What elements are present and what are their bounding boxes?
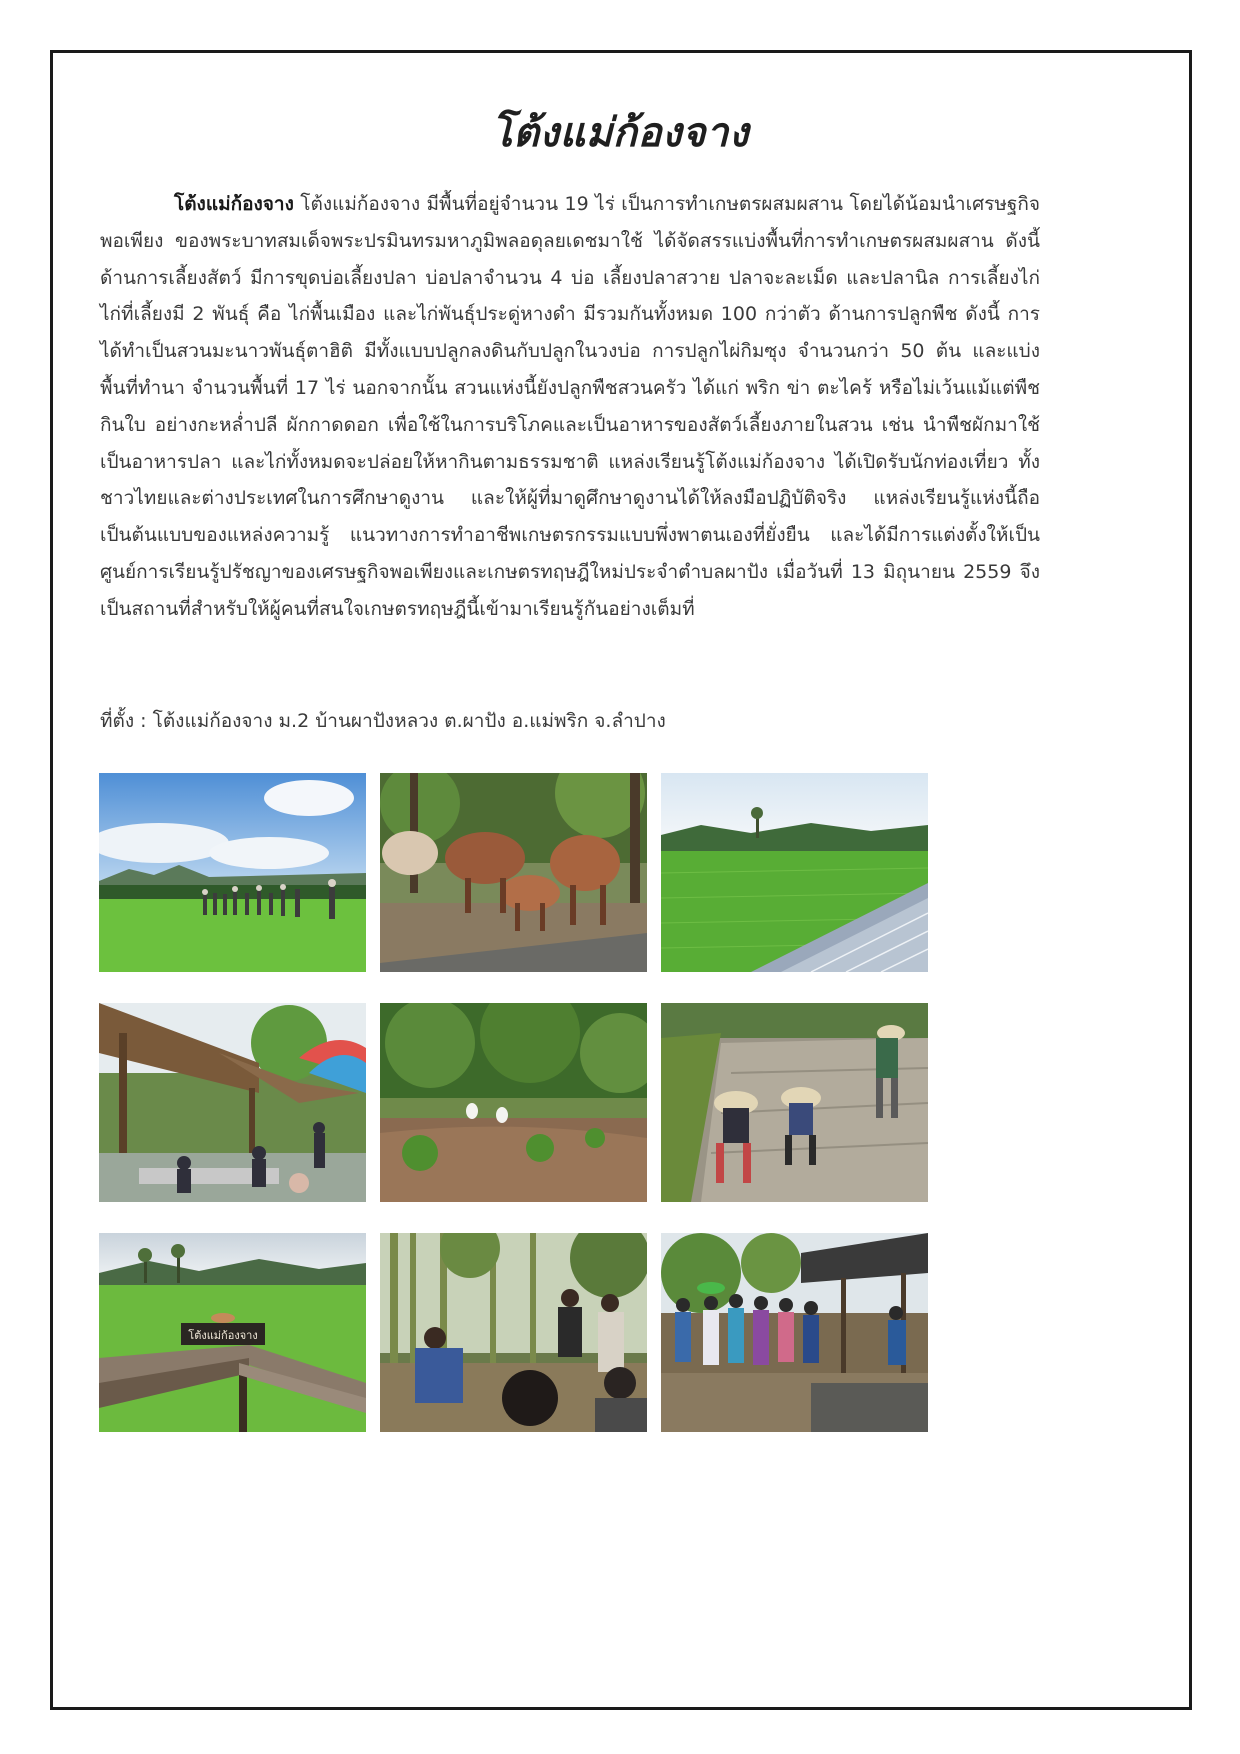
cattle-pen-image [380, 773, 647, 972]
rice-field-solar-image [661, 773, 928, 972]
rice-field-visitors-image [99, 773, 366, 972]
photo-bamboo-grove-group [380, 1233, 647, 1432]
shelter-group-image [661, 1233, 928, 1432]
body-text: โต้งแม่ก้องจาง มีพื้นที่อยู่จำนวน 19 ไร่ เป็นการทำเกษตรผสมผสาน โดยได้น้อมนำเศรษฐกิจพอเพียง ของพระบาทสมเด็จพระปรมินทรมหาภูมิพลอดุลยเดชมาใช้ ได้จัดสรรแบ่งพื้นที่การทำเกษตรผสมผสาน ดังนี้ ด้านการเลี้ยงสัตว์ มีการขุดบ่อเลี้ยงปลา บ่อปลาจำนวน 4 บ่อ เลี้ยงปลาสวาย ปลาจะละเม็ด และปลานิล การเลี้ยงไก่ ไก่ที่เลี้ยงมี 2 พันธุ์ คือ ไก่พื้นเมือง และไก่พันธุ์ประดู่หางดำ มีรวมกันทั้งหมด 100 กว่าตัว ด้านการปลูกพืช ดังนี้ การได้ทำเป็นสวนมะนาวพันธุ์ตาฮิติ มีทั้งแบบปลูกลงดินกับปลูกในวงบ่อ การปลูกไผ่กิมซุง จำนวนกว่า 50 ต้น และแบ่งพื้นที่ทำนา จำนวนพื้นที่ 17 ไร่ นอกจากนั้น สวนแห่งนี้ยังปลูกพืชสวนครัว ได้แก่ พริก ข่า ตะไคร้ หรือไม่เว้นแม้แต่พืชกินใบ อย่างกะหล่ำปลี ผักกาดดอก เพื่อใช้ในการบริโภคและเป็นอาหารของสัตว์เลี้ยงภายในสวน เช่น นำพืชผักมาใช้เป็นอาหารปลา และไก่ทั้งหมดจะปล่อยให้หากินตามธรรมชาติ แหล่งเรียนรู้โต้งแม่ก้องจาง ได้เปิดรับนักท่องเที่ยว ทั้งชาวไทยและต่างประเทศในการศึกษาดูงาน และให้ผู้ที่มาดูศึกษาดูงานได้ให้ลงมือปฏิบัติจริง แหล่งเรียนรู้แห่งนี้ถือเป็นต้นแบบของแหล่งความรู้ แนวทางการทำอาชีพเกษตรกรรมแบบพึ่งพาตนเองที่ยั่งยืน และได้มีการแต่งตั้งให้เป็นศูนย์การเรียนรู้ปรัชญาของเศรษฐกิจพอเพียงและเกษตรทฤษฎีใหม่ประจำตำบลผาปัง เมื่อวันที่ 13 มิถุนายน 2559 จึงเป็นสถานที่สำหรับให้ผู้คนที่สนใจเกษตรทฤษฎีนี้เข้ามาเรียนรู้กันอย่างเต็มที่ [100, 193, 1040, 620]
field-signboard-image [99, 1233, 366, 1432]
thatched-pavilion-image [99, 1003, 366, 1202]
photo-shelter-group [661, 1233, 928, 1432]
photo-farmers-planting [661, 1003, 928, 1202]
photo-field-signboard [99, 1233, 366, 1432]
photo-thatched-pavilion [99, 1003, 366, 1202]
document-title: โต้งแม่ก้องจาง [491, 109, 749, 156]
photo-garden-geese [380, 1003, 647, 1202]
photo-gallery [99, 773, 928, 1432]
bamboo-grove-group-image [380, 1233, 647, 1432]
photo-rice-field-solar [661, 773, 928, 972]
body-paragraph [100, 186, 1040, 628]
photo-rice-field-visitors [99, 773, 366, 972]
farmers-planting-image [661, 1003, 928, 1202]
lead-phrase: โต้งแม่ก้องจาง [174, 193, 294, 215]
garden-geese-image [380, 1003, 647, 1202]
signboard-text: โต้งแม่ก้องจาง [188, 1329, 258, 1342]
location-line: ที่ตั้ง : โต้งแม่ก้องจาง ม.2 บ้านผาปังหลวง ต.ผาปัง อ.แม่พริก จ.ลำปาง [100, 710, 666, 732]
photo-cattle-pen [380, 773, 647, 972]
